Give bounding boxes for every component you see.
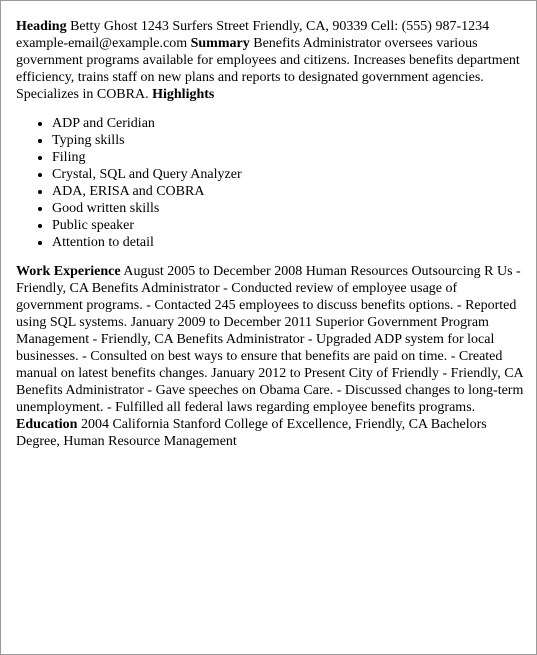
resume-content (16, 18, 526, 450)
highlights-label: Highlights (152, 87, 215, 102)
resume-intro (16, 18, 526, 103)
contact-info: Betty Ghost 1243 Surfers Street Friendly, CA, 90339 Cell: (555) 987-1234 example-email@example.com (16, 19, 490, 51)
highlights-list (16, 115, 526, 251)
work-and-education (16, 263, 526, 450)
highlight-item: • ADA, ERISA and COBRA (52, 183, 526, 200)
work-experience-label: Work Experience (16, 264, 121, 279)
work-experience-text: August 2005 to December 2008 Human Resources Outsourcing R Us - Friendly, CA Benefits Administrator - Conducted review of employee usage of government programs. - Contacted 245 employees to discuss benefits options. - Reported using SQL systems. January 2009 to December 2011 Superior Government Program Management - Friendly, CA Benefits Administrator - Upgraded ADP system for local businesses. - Consulted on best ways to ensure that benefits are paid on time. - Created manual on latest benefits changes. January 2012 to Present City of Friendly - Friendly, CA Benefits Administrator - Gave speeches on Obama Care. - Discussed changes to long-term unemployment. - Fulfilled all federal laws regarding employee benefits programs. (16, 264, 524, 415)
highlight-item: • Filing (52, 149, 526, 166)
heading-label: Heading (16, 19, 67, 34)
summary-text: Benefits Administrator oversees various government programs available for employees and citizens. Increases benefits department efficiency, trains staff on new plans and reports to designated government agencies. Specializes in COBRA. (16, 36, 520, 102)
highlight-item: • Good written skills (52, 200, 526, 217)
highlight-item: • Attention to detail (52, 234, 526, 251)
highlight-item: • Crystal, SQL and Query Analyzer (52, 166, 526, 183)
highlight-item: • ADP and Ceridian (52, 115, 526, 132)
highlight-item: • Typing skills (52, 132, 526, 149)
summary-label: Summary (190, 36, 250, 51)
education-label: Education (16, 417, 78, 432)
highlight-item: • Public speaker (52, 217, 526, 234)
education-text: 2004 California Stanford College of Excellence, Friendly, CA Bachelors Degree, Human Resource Management (16, 417, 487, 449)
